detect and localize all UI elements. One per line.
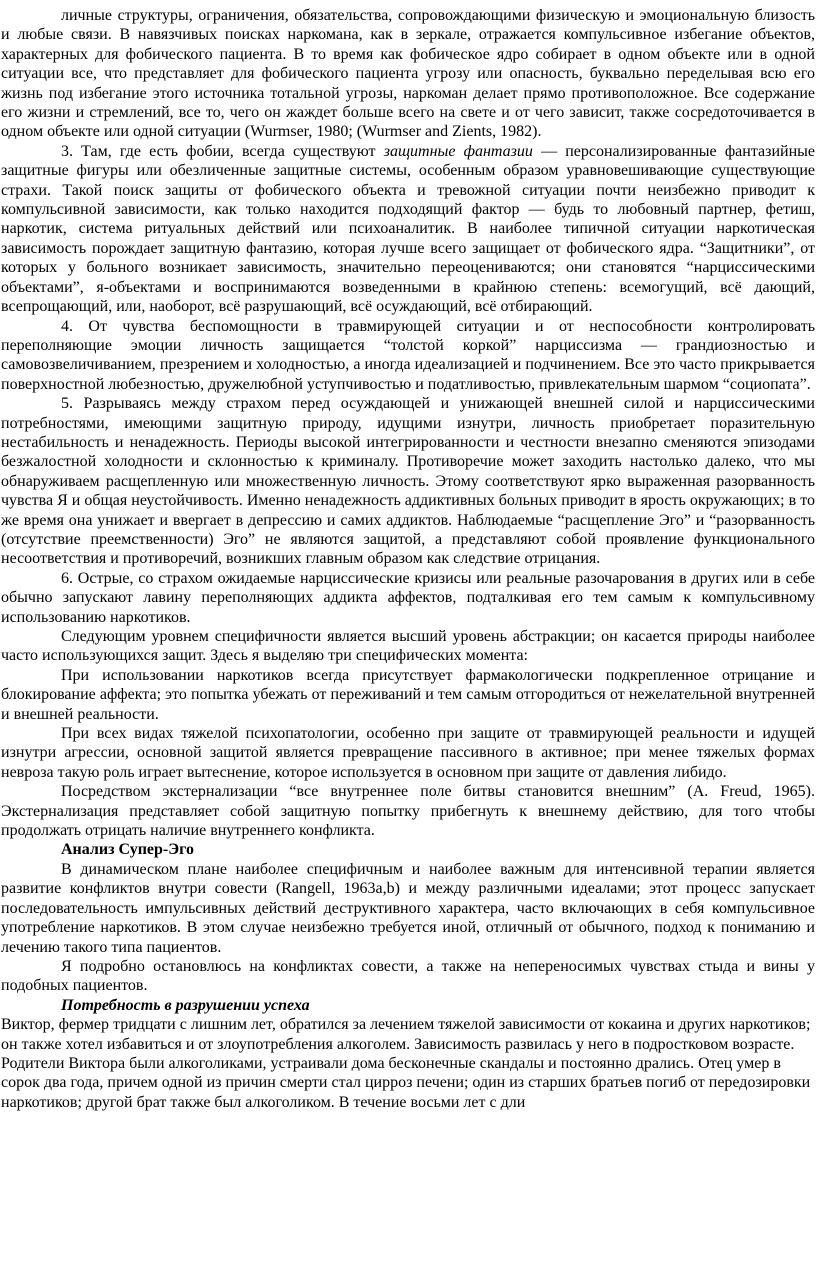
paragraph-abstraction-level: Следующим уровнем специфичности является высший уровень абстракции; он касается природы наиболее часто использующихся защит. Здесь я выделяю три специфических момента: <box>1 628 815 665</box>
paragraph-case-victor: Виктор, фермер тридцати с лишним лет, обратился за лечением тяжелой зависимости от кокаина и других наркотиков; он также хотел избавиться и от злоупотребления алкоголем. Зависимость развилась у него в подростковом возрасте. Родители Виктора были алкоголиками, устраивали дома бесконечные скандалы и постоянно дрались. Отец умер в сорок два года, причем одной из причин смерти стал цирроз печени; один из старших братьев погиб от передозировки наркотиков; другой брат также был алкоголиком. В течение восьми лет с дли <box>1 1016 811 1111</box>
paragraph-denial: При использовании наркотиков всегда присутствует фармакологически подкрепленное отрицание и блокирование аффекта; это попытка убежать от переживаний и тем самым отгородиться от нежелательной внутренней и внешней реальности. <box>1 666 815 723</box>
paragraph-conscience-conflicts: В динамическом плане наиболее специфичным и наиболее важным для интенсивной терапии является развитие конфликтов внутри совести (Rangell, 1963a,b) и между различными идеалами; этот процесс запускает последовательность импульсивных действий деструктивного характера, часто включающих в себя компульсивное употребление наркотиков. В этом случае неизбежно требуется иной, отличный от обычного, подход к пониманию и лечению такого типа пациентов. <box>1 860 815 956</box>
paragraph-item-3-rest: — персонализированные фантазийные защитные фигуры или обезличенные защитные системы, особенным образом уравновешивающие существующие страхи. Такой поиск защиты от фобического объекта и тревожной ситуации почти неизбежно приводит к компульсивной зависимости, как только находится подходящий фактор — будь то любовный партнер, фетиш, наркотик, система ритуальных действий или психоаналитик. В наиболее типичной ситуации наркотическая зависимость порождает защитную фантазию, которая лучше всего защищает от фобического ядра. “Защитники”, от которых у больного возникает зависимость, значительно переоцениваются; они становятся “нарциссическими объектами”, я-объектами и воспринимаются возведенными в крайнюю степень: всемогущий, всё дающий, всепрощающий, или, наоборот, всё разрушающий, всё осуждающий, всё отбирающий. <box>1 142 815 316</box>
paragraph-intro-continuation: личные структуры, ограничения, обязательства, сопровождающими физическую и эмоциональную близость и любые связи. В навязчивых поисках наркомана, как в зеркале, отражается компульсивное избегание объектов, характерных для фобического пациента. В то время как фобическое ядро собирает в одном объекте или в одной ситуации все, что представляет для фобического пациента угрозу или опасность, буквально переделывая всю его жизнь под избегание этого источника тотальной угрозы, наркоман делает прямо противоположное. Все содержание его жизни и стремлений, все то, чего он жаждет больше всего на свете и от чего зависит, также сосредоточивается в одном объекте или одной ситуации (Wurmser, 1980; (Wurmser and Zients, 1982). <box>1 7 815 141</box>
paragraph-item-4: 4. От чувства беспомощности в травмирующей ситуации и от неспособности контролировать переполняющие эмоции личность защищается “толстой коркой” нарциссизма — грандиозностью и самовозвеличиванием, презрением и холодностью, а иногда идеализацией и подчинением. Все это часто прикрывается поверхностной любезностью, дружелюбной уступчивостью и податливостью, привлекательным шармом “социопата”. <box>1 317 815 393</box>
emphasis-protective-fantasies: защитные фантазии <box>383 142 533 160</box>
paragraph-item-3-start: 3. Там, где есть фобии, всегда существуют <box>61 142 384 160</box>
paragraph-externalization: Посредством экстернализации “все внутреннее поле битвы становится внешним” (A. Freud, 1965). Экстернализация представляет собой защитную попытку прибегнуть к внешнему действию, для того чтобы продолжать отрицать наличие внутреннего конфликта. <box>1 783 815 840</box>
paragraph-item-5: 5. Разрываясь между страхом перед осуждающей и унижающей внешней силой и нарциссическими потребностями, имеющими защитную природу, идущими изнутри, личность приобретает поразительную нестабильность и ненадежность. Периоды высокой интегрированности и честности внезапно сменяются эпизодами безжалостной холодности и склонностью к криминалу. Противоречие может заходить настолько далеко, что мы обнаруживаем расщепленную или множественную личность. Этому соответствуют ярко выраженная разорванность чувства Я и общая неустойчивость. Именно ненадежность аддиктивных больных приводит в ярость окружающих; в то же время она унижает и ввергает в депрессию и самих аддиктов. Наблюдаемые “расщепление Эго” и “разорванность (отсутствие преемственности) Эго” не являются защитой, а представляют собой проявление функционального несоответствия и противоречий, возникших главным образом как следствие отрицания. <box>1 395 815 568</box>
paragraph-passive-to-active: При всех видах тяжелой психопатологии, особенно при защите от травмирующей реальности и идущей изнутри агрессии, основной защитой является превращение пассивного в активное; при менее тяжелых формах невроза такую роль играет вытеснение, которое используется в основном при защите от давления либидо. <box>1 725 815 781</box>
section-heading-superego: Анализ Супер-Эго <box>61 841 194 859</box>
paragraph-item-3 <box>1 142 815 317</box>
paragraph-item-6: 6. Острые, со страхом ожидаемые нарциссические кризисы или реальные разочарования в других или в себе обычно запускают лавину переполняющих аддикта аффектов, подталкивая его тем самым к компульсивному использованию наркотиков. <box>1 569 815 626</box>
section-heading-destroying-success: Потребность в разрушении успеха <box>61 996 310 1014</box>
paragraph-shame-guilt: Я подробно остановлюсь на конфликтах совести, а также на непереносимых чувствах стыда и вины у подобных пациентов. <box>1 957 815 995</box>
